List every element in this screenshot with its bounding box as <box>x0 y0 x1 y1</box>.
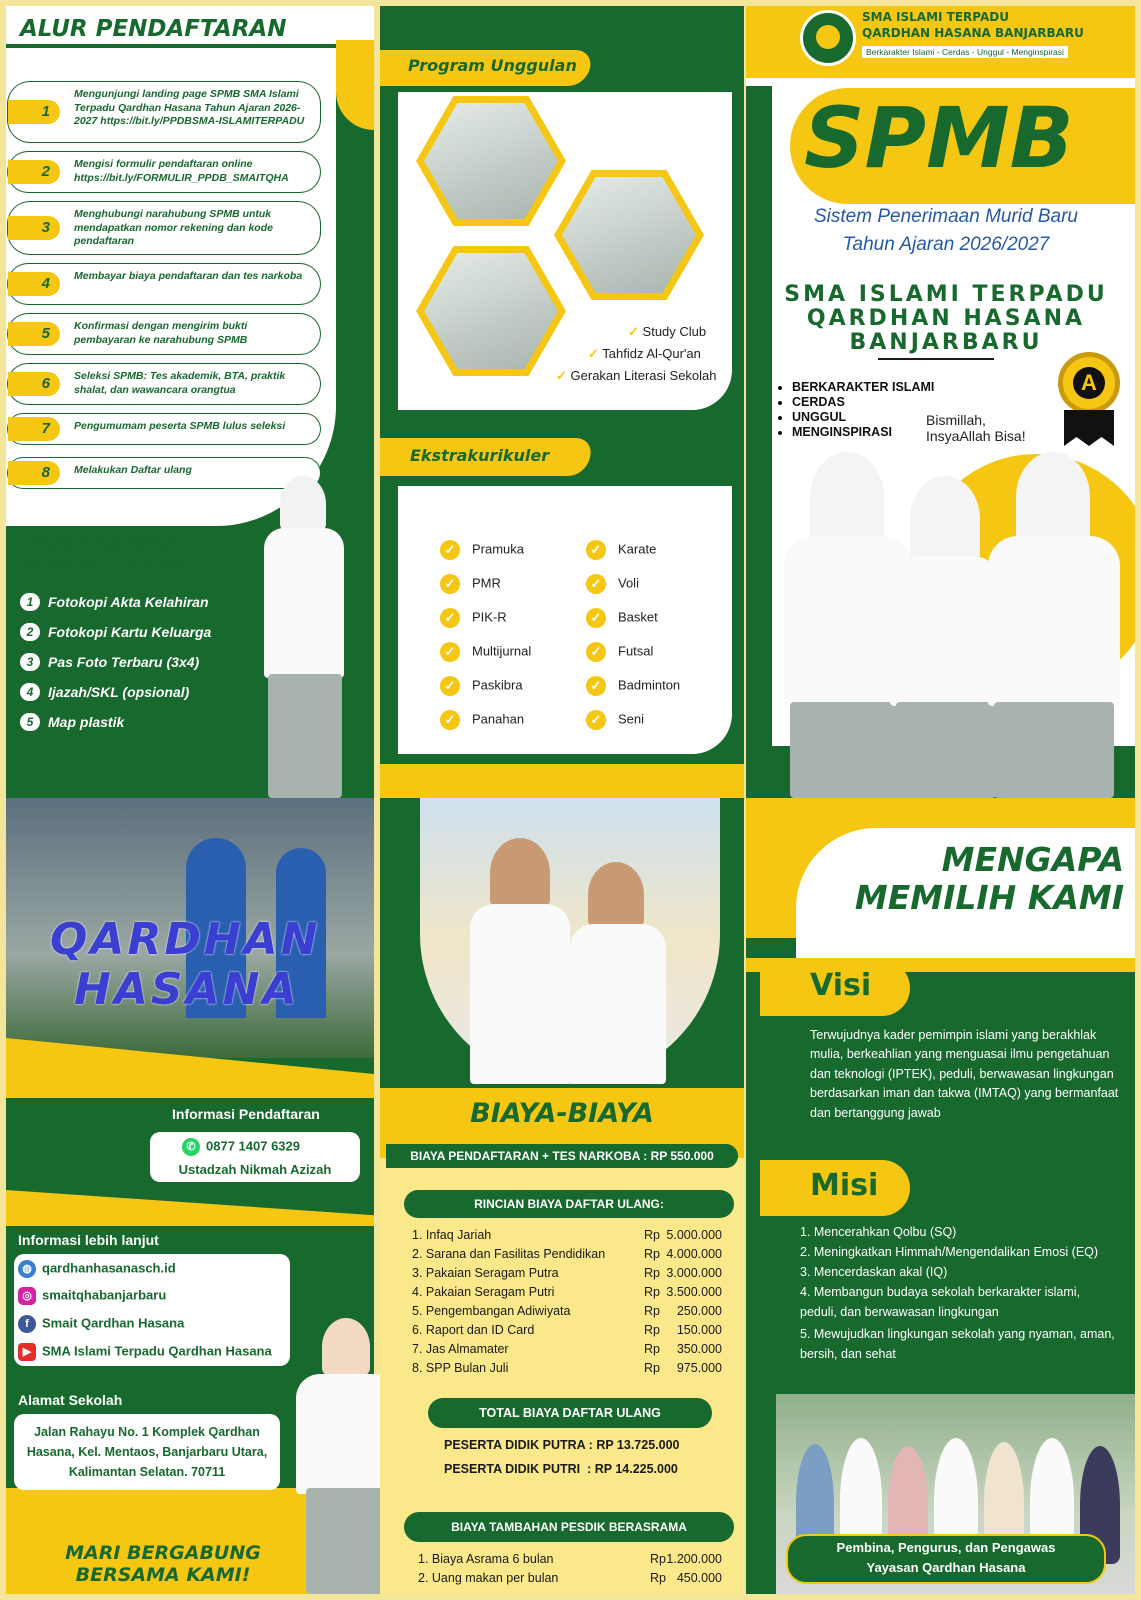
program-item: ✓ Gerakan Literasi Sekolah <box>556 368 717 383</box>
facebook-row[interactable] <box>18 1315 184 1333</box>
cover-subtitle-1: Sistem Penerimaan Murid Baru <box>814 206 1078 227</box>
cover-school-name-2: QARDHAN HASANA <box>806 306 1086 331</box>
visi-text: Terwujudnya kader pemimpin islami yang berakhlak mulia, berkeahlian yang menguasai ilmu pengetahuan dan teknologi (IPTEK), peduli, berwawasan lingkungan berdasarkan iman dan takwa (IMTAQ) yang bermanfaat dan bertanggung jawab <box>810 1028 1119 1120</box>
ekstra-item: ✓ Basket <box>586 608 658 628</box>
ekstra-item: ✓ Seni <box>586 710 644 730</box>
asrama-title-bar: BIAYA TAMBAHAN PESDIK BERASRAMA <box>404 1512 734 1542</box>
panel-mengapa <box>746 798 1135 1594</box>
alur-yellow-accent <box>336 40 374 130</box>
ekstra-item: ✓ Voli <box>586 574 639 594</box>
accreditation-badge-icon <box>1058 352 1120 414</box>
alur-step: 5 Konfirmasi dengan mengirim bukti pembayaran ke narahubung SPMB <box>8 314 320 354</box>
cta-line2: BERSAMA KAMI! <box>75 1564 251 1586</box>
youtube-icon: ▶ <box>18 1343 36 1361</box>
alur-step: 8 Melakukan Daftar ulang <box>8 458 320 488</box>
logo-tagline: Berkarakter Islami - Cerdas - Unggul - Menginspirasi <box>862 46 1068 58</box>
panel-program <box>380 6 744 798</box>
cover-subtitle-2: Tahun Ajaran 2026/2027 <box>842 234 1050 255</box>
foundation-caption-1: Pembina, Pengurus, dan Pengawas <box>836 1540 1056 1555</box>
logo-school-line1: SMA ISLAMI TERPADU <box>862 10 1009 24</box>
mengapa-title-2: MEMILIH KAMI <box>854 878 1124 917</box>
biaya-title: BIAYA-BIAYA <box>470 1098 654 1129</box>
cover-school-name-1: SMA ISLAMI TERPADU <box>784 282 1108 307</box>
program-bottom-band <box>380 764 744 798</box>
ekstra-item: ✓ Pramuka <box>440 540 524 560</box>
ekstra-item: ✓ Karate <box>586 540 656 560</box>
cover-motto-1: Bismillah, <box>926 412 986 428</box>
info-yellow-wave-2 <box>6 1190 374 1226</box>
cover-bullet: • MENGINSPIRASI <box>792 425 934 440</box>
program-item: ✓ Tahfidz Al-Qur'an <box>588 346 701 361</box>
brochure: ALUR PENDAFTARAN 1 Mengunjungi landing page SPMB SMA Islami Terpadu Qardhan Hasana Tahun Ajaran 2026-2027 https://bit.ly/PPDBSMA-ISLAMITERPADU 2 Mengisi formulir pendaftaran online https://bit.ly/FORMULIR_PPDB_SMAITQHA 3 Menghubungi narahubung SPMB untuk mendapatkan nomor rekening dan kode pendaftaran 4 Membayar biaya pendaftaran dan tes narkoba 5 Konfirmasi dengan mengirim bukti pembayaran ke narahubung SPMB 6 Seleksi SPMB: Tes akademik, BTA, praktik shalat, dan wawancara orangtua 7 Pengumumam peserta SPMB lulus seleksi 8 Melakukan Daftar ulang PERSYARATAN PENDAFTARAN 1 Fotokopi Akta Kelahiran 2 Fotokopi Kartu Keluarga 3 Pas Foto Terbaru (3x4) 4 Ijazah/SKL (opsional) 5 Map plastik Program Unggulan ✓ Study Club ✓ Tahfidz Al-Qur'an ✓ Gerakan Literasi Sekolah Ekstrakurikuler ✓ Pramuka ✓ PMR ✓ PIK-R ✓ Multijurnal ✓ Paskibra ✓ Panahan ✓ Karate ✓ Voli ✓ Basket ✓ Futsal ✓ Badminton ✓ Seni SMA ISLAMI TERPADU QARDHAN HASANA BANJARBARU Berkarakter Islami - Cerdas - Unggul - Menginspirasi SPMB Sistem Penerimaan Murid Baru Tahun Ajaran 2026/2027 SMA ISLAMI TERPADU QARDHAN HASANA BANJARBARU • BERKARAKTER ISLAMI • CERDAS • UNGGUL • MENGINSPIRASI Bismillah, InsyaAllah Bisa! A QARDHAN HASANA Informasi Pendaftaran ✆ 0877 1407 6329 Ustadzah Nikmah Azizah Informasi lebih lanjut ◍ qardhanhasanasch.id ◎ smaitqhabanjarbaru f Smait Qardhan Hasana ▶ SMA Islami Terpadu Qardhan Hasana Alamat Sekolah Jalan Rahayu No. 1 Komplek Qardhan Hasana, Kel. Mentaos, Banjarbaru Utara, Kalimantan Selatan. 70711 MARI BERGABUNG BERSAMA KAMI! BIAYA-BIAYA BIAYA PENDAFTARAN + TES NARKOBA : RP 550.000 RINCIAN BIAYA DAFTAR ULANG: 1. Infaq Jariah Rp 5.000.000 2. Sarana dan Fasilitas Pendidikan Rp 4.000.000 3. Pakaian Seragam Putra Rp 3.000.000 4. Pakaian Seragam Putri Rp 3.500.000 5. Pengembangan Adiwiyata Rp 250.000 6. Raport dan ID Card Rp 150.000 7. Jas Almamater Rp 350.000 8. SPP Bulan Juli Rp 975.000 TOTAL BIAYA DAFTAR ULANG PESERTA DIDIK PUTRA : RP 13.725.000 PESERTA DIDIK PUTRI : RP 14.225.000 BIAYA TAMBAHAN PESDIK BERASRAMA 1. Biaya Asrama 6 bulan Rp 1.200.000 2. Uang makan per bulan Rp 450.000 MENGAPA MEMILIH KAMI Visi Terwujudnya kader pemimpin islami yang berakhlak mulia, berkeahlian yang menguasai ilmu pengetahuan dan teknologi (IPTEK), peduli, berwawasan lingkungan berdasarkan iman dan takwa (IMTAQ) yang bermanfaat dan bertanggung jawab Misi 1. Mencerahkan Qolbu (SQ) 2. Meningkatkan Himmah/Mengendalikan Emosi (EQ) 3. Mencerdaskan akal (IQ) 4. Membangun budaya sekolah berkarakter islami, peduli, dan berwawasan lingkungan 5. Mewujudkan lingkungan sekolah yang nyaman, aman, bersih, dan sehat Pembina, Pengurus, dan Pengawas Yayasan Qardhan Hasana <box>0 0 1141 1600</box>
program-item: ✓ Study Club <box>628 324 707 339</box>
alur-title: ALUR PENDAFTARAN <box>20 16 287 42</box>
misi-item: 4. Membangun budaya sekolah berkarakter islami, peduli, dan berwawasan lingkungan <box>800 1285 1081 1319</box>
website-row[interactable] <box>18 1260 176 1278</box>
contact-name: Ustadzah Nikmah Azizah <box>178 1162 332 1177</box>
youtube-row[interactable] <box>18 1343 272 1361</box>
cover-bullet: • CERDAS <box>792 395 934 410</box>
mengapa-title-1: MENGAPA <box>941 840 1124 879</box>
persyaratan-title-line1: PERSYARATAN <box>20 531 180 555</box>
address-title: Alamat Sekolah <box>18 1392 123 1408</box>
cta-line1: MARI BERGABUNG <box>65 1542 261 1564</box>
students-photo <box>420 798 720 1084</box>
alur-step: 4 Membayar biaya pendaftaran dan tes narkoba <box>8 264 320 304</box>
alur-step: 1 Mengunjungi landing page SPMB SMA Islami Terpadu Qardhan Hasana Tahun Ajaran 2026-2027 https://bit.ly/PPDBSMA-ISLAMITERPADU <box>8 82 320 142</box>
ekstra-item: ✓ Paskibra <box>440 676 523 696</box>
facebook-icon: f <box>18 1315 36 1333</box>
requirement-item: 1 Fotokopi Akta Kelahiran <box>8 590 260 614</box>
alur-step: 2 Mengisi formulir pendaftaran online https://bit.ly/FORMULIR_PPDB_SMAITQHA <box>8 152 320 192</box>
cover-school-name-3: BANJARBARU <box>849 330 1043 355</box>
school-logo <box>800 10 856 66</box>
program-title: Program Unggulan <box>408 56 577 75</box>
cover-bullet: • BERKARAKTER ISLAMI <box>792 380 934 395</box>
ekstra-item: ✓ Badminton <box>586 676 680 696</box>
ekstra-item: ✓ PIK-R <box>440 608 507 628</box>
requirement-item: 3 Pas Foto Terbaru (3x4) <box>8 650 260 674</box>
ekstra-item: ✓ PMR <box>440 574 501 594</box>
requirement-item: 5 Map plastik <box>8 710 260 734</box>
requirement-item: 2 Fotokopi Kartu Keluarga <box>8 620 260 644</box>
instagram-link[interactable]: smaitqhabanjarbaru <box>42 1287 167 1303</box>
instagram-row[interactable] <box>18 1287 166 1305</box>
biaya-pendaftaran-bar: BIAYA PENDAFTARAN + TES NARKOBA : RP 550.000 <box>386 1144 738 1168</box>
total-title-bar: TOTAL BIAYA DAFTAR ULANG <box>428 1398 712 1428</box>
misi-item: 1. Mencerahkan Qolbu (SQ) <box>800 1225 957 1239</box>
info-title: Informasi Pendaftaran <box>172 1106 320 1122</box>
cover-students-photo <box>760 452 1134 798</box>
contact-phone-row <box>182 1138 300 1156</box>
logo-school-line2: QARDHAN HASANA BANJARBARU <box>862 26 1084 40</box>
address-text: Jalan Rahayu No. 1 Komplek Qardhan Hasana, Kel. Mentaos, Banjarbaru Utara, Kalimantan Selatan. 70711 <box>26 1425 268 1479</box>
misi-item: 3. Mencerdaskan akal (IQ) <box>800 1265 948 1279</box>
instagram-icon: ◎ <box>18 1287 36 1305</box>
persyaratan-title <box>20 532 186 576</box>
foundation-caption-2: Yayasan Qardhan Hasana <box>866 1560 1026 1575</box>
contact-phone: 0877 1407 6329 <box>206 1138 300 1154</box>
alur-step: 3 Menghubungi narahubung SPMB untuk mendapatkan nomor rekening dan kode pendaftaran <box>8 202 320 254</box>
cover-divider <box>878 358 994 360</box>
sign-qardhan: QARDHAN <box>50 914 321 965</box>
visi-title: Visi <box>810 968 872 1003</box>
globe-icon: ◍ <box>18 1260 36 1278</box>
spmb-title: SPMB <box>804 89 1074 187</box>
alur-step: 6 Seleksi SPMB: Tes akademik, BTA, praktik shalat, dan wawancara orangtua <box>8 364 320 404</box>
total-putri: PESERTA DIDIK PUTRI : RP 14.225.000 <box>444 1462 678 1476</box>
misi-title: Misi <box>810 1168 879 1203</box>
ekstra-item: ✓ Panahan <box>440 710 524 730</box>
ekstra-item: ✓ Futsal <box>586 642 653 662</box>
alur-step: 7 Pengumumam peserta SPMB lulus seleksi <box>8 414 320 444</box>
whatsapp-icon: ✆ <box>182 1138 200 1156</box>
cover-bullet: • UNGGUL <box>792 410 934 425</box>
more-info-title: Informasi lebih lanjut <box>18 1232 159 1248</box>
total-putra: PESERTA DIDIK PUTRA : RP 13.725.000 <box>444 1438 680 1452</box>
student-photo <box>236 476 370 798</box>
misi-item: 5. Mewujudkan lingkungan sekolah yang nyaman, aman, bersih, dan sehat <box>800 1327 1115 1361</box>
facebook-link[interactable]: Smait Qardhan Hasana <box>42 1315 185 1331</box>
ekstra-title: Ekstrakurikuler <box>410 446 550 465</box>
rincian-title-bar: RINCIAN BIAYA DAFTAR ULANG: <box>404 1190 734 1218</box>
contact-card <box>150 1132 360 1182</box>
badge-letter: A <box>1073 367 1105 399</box>
requirement-item: 4 Ijazah/SKL (opsional) <box>8 680 260 704</box>
misi-item: 2. Meningkatkan Himmah/Mengendalikan Emosi (EQ) <box>800 1245 1099 1259</box>
youtube-link[interactable]: SMA Islami Terpadu Qardhan Hasana <box>42 1343 272 1359</box>
ekstra-item: ✓ Multijurnal <box>440 642 531 662</box>
address-card <box>14 1414 280 1490</box>
cover-motto-2: InsyaAllah Bisa! <box>926 428 1026 444</box>
cover-bullets <box>792 380 934 440</box>
sign-hasana: HASANA <box>74 964 300 1015</box>
website-link[interactable]: qardhanhasanasch.id <box>42 1260 176 1276</box>
persyaratan-title-line2: PENDAFTARAN <box>20 553 186 577</box>
